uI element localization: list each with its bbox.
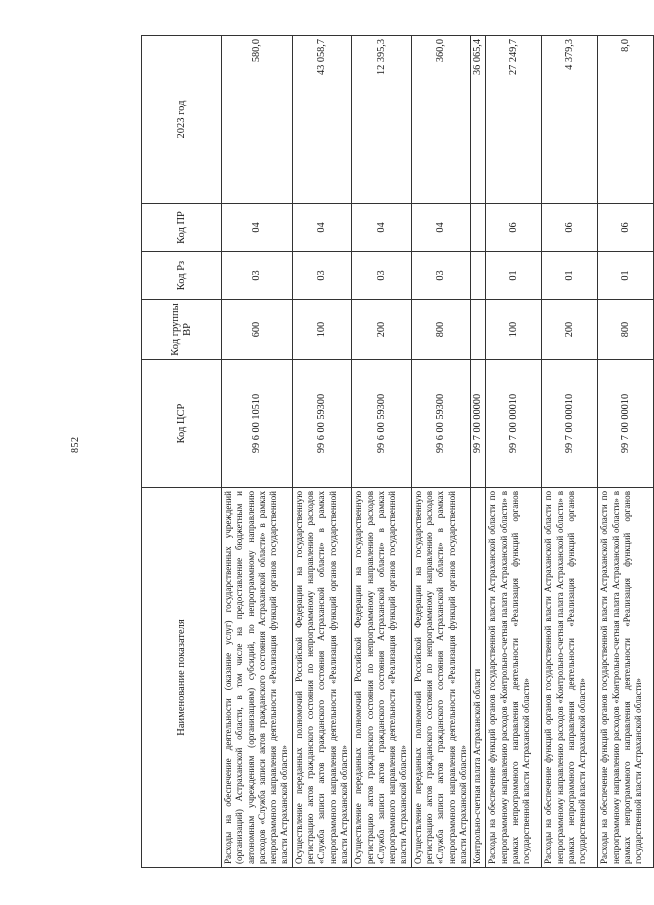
row-value: 580,0 [222, 36, 293, 204]
row-rz: 01 [542, 252, 598, 300]
row-vr [471, 300, 486, 360]
page-number: 852 [70, 436, 81, 453]
row-name: Расходы на обеспечение функций органов государственной власти Астраханской области по непрограммному направлению расходов «Контрольно-счетная палата Астраханской области» в рамках непрограммного направления деятельности «Реализация функций органов государственной власти Астраханской области» [486, 488, 542, 868]
row-rz [471, 252, 486, 300]
row-csr: 99 6 00 59300 [411, 360, 470, 488]
row-csr: 99 6 00 59300 [352, 360, 411, 488]
header-csr: Код ЦСР [142, 360, 222, 488]
row-rz: 03 [222, 252, 293, 300]
row-vr: 100 [486, 300, 542, 360]
row-name: Расходы на обеспечение функций органов государственной власти Астраханской области по непрограммному направлению расходов «Контрольно-счетная палата Астраханской области» в рамках непрограммного направления деятельности «Реализация функций органов государственной власти Астраханской области» [598, 488, 654, 868]
row-value: 43 058,7 [292, 36, 351, 204]
row-name: Осуществление переданных полномочий Российской Федерации на государственную регистрацию актов гражданского состояния по непрограммному направлению расходов «Служба записи актов гражданского состояния Астраханской области» в рамках непрограммного направления деятельности «Реализация функций органов государственной власти Астраханской области» [411, 488, 470, 868]
row-pr: 04 [352, 204, 411, 252]
row-vr: 800 [598, 300, 654, 360]
row-pr: 04 [292, 204, 351, 252]
rotated-table-container [141, 36, 644, 868]
table-header-row [142, 36, 222, 868]
row-csr: 99 6 00 59300 [292, 360, 351, 488]
table-row [598, 36, 654, 868]
table-row [486, 36, 542, 868]
row-vr: 200 [352, 300, 411, 360]
row-name: Контрольно-счетная палата Астраханской области [471, 488, 486, 868]
row-csr: 99 6 00 10510 [222, 360, 293, 488]
header-pr: Код ПР [142, 204, 222, 252]
row-value: 12 395,3 [352, 36, 411, 204]
row-pr: 04 [411, 204, 470, 252]
row-rz: 01 [598, 252, 654, 300]
budget-table [141, 35, 654, 868]
row-rz: 03 [411, 252, 470, 300]
header-vr: Код группы ВР [142, 300, 222, 360]
row-value: 36 065,4 [471, 36, 486, 204]
table-row [542, 36, 598, 868]
row-pr: 06 [542, 204, 598, 252]
row-csr: 99 7 00 00010 [598, 360, 654, 488]
header-rz: Код Рз [142, 252, 222, 300]
header-name: Наименование показателя [142, 488, 222, 868]
row-rz: 03 [292, 252, 351, 300]
table-row [411, 36, 470, 868]
table-row [352, 36, 411, 868]
row-csr: 99 7 00 00010 [486, 360, 542, 488]
row-value: 27 249,7 [486, 36, 542, 204]
row-vr: 200 [542, 300, 598, 360]
row-value: 4 379,3 [542, 36, 598, 204]
row-pr [471, 204, 486, 252]
header-year: 2023 год [142, 36, 222, 204]
row-name: Осуществление переданных полномочий Российской Федерации на государственную регистрацию актов гражданского состояния по непрограммному направлению расходов «Служба записи актов гражданского состояния Астраханской области» в рамках непрограммного направления деятельности «Реализация функций органов государственной власти Астраханской области» [292, 488, 351, 868]
row-name: Расходы на обеспечение функций органов государственной власти Астраханской области по непрограммному направлению расходов «Контрольно-счетная палата Астраханской области» в рамках непрограммного направления деятельности «Реализация функций органов государственной власти Астраханской области» [542, 488, 598, 868]
row-pr: 06 [598, 204, 654, 252]
table-row [222, 36, 293, 868]
row-value: 8,0 [598, 36, 654, 204]
table-row [471, 36, 486, 868]
row-pr: 04 [222, 204, 293, 252]
row-name: Расходы на обеспечение деятельности (оказание услуг) государственных учреждений (организаций) Астраханской области, в том числе на предоставление бюджетным и автономным учреждениям (организациям) субсидий, по непрограммному направлению расходов «Служба записи актов гражданского состояния Астраханской области» в рамках непрограммного направления деятельности «Реализация функций органов государственной власти Астраханской области» [222, 488, 293, 868]
row-vr: 800 [411, 300, 470, 360]
row-pr: 06 [486, 204, 542, 252]
row-csr: 99 7 00 00010 [542, 360, 598, 488]
row-vr: 600 [222, 300, 293, 360]
row-csr: 99 7 00 00000 [471, 360, 486, 488]
row-rz: 01 [486, 252, 542, 300]
row-rz: 03 [352, 252, 411, 300]
row-vr: 100 [292, 300, 351, 360]
row-name: Осуществление переданных полномочий Российской Федерации на государственную регистрацию актов гражданского состояния по непрограммному направлению расходов «Служба записи актов гражданского состояния Астраханской области» в рамках непрограммного направления деятельности «Реализация функций органов государственной власти Астраханской области» [352, 488, 411, 868]
row-value: 360,0 [411, 36, 470, 204]
table-row [292, 36, 351, 868]
